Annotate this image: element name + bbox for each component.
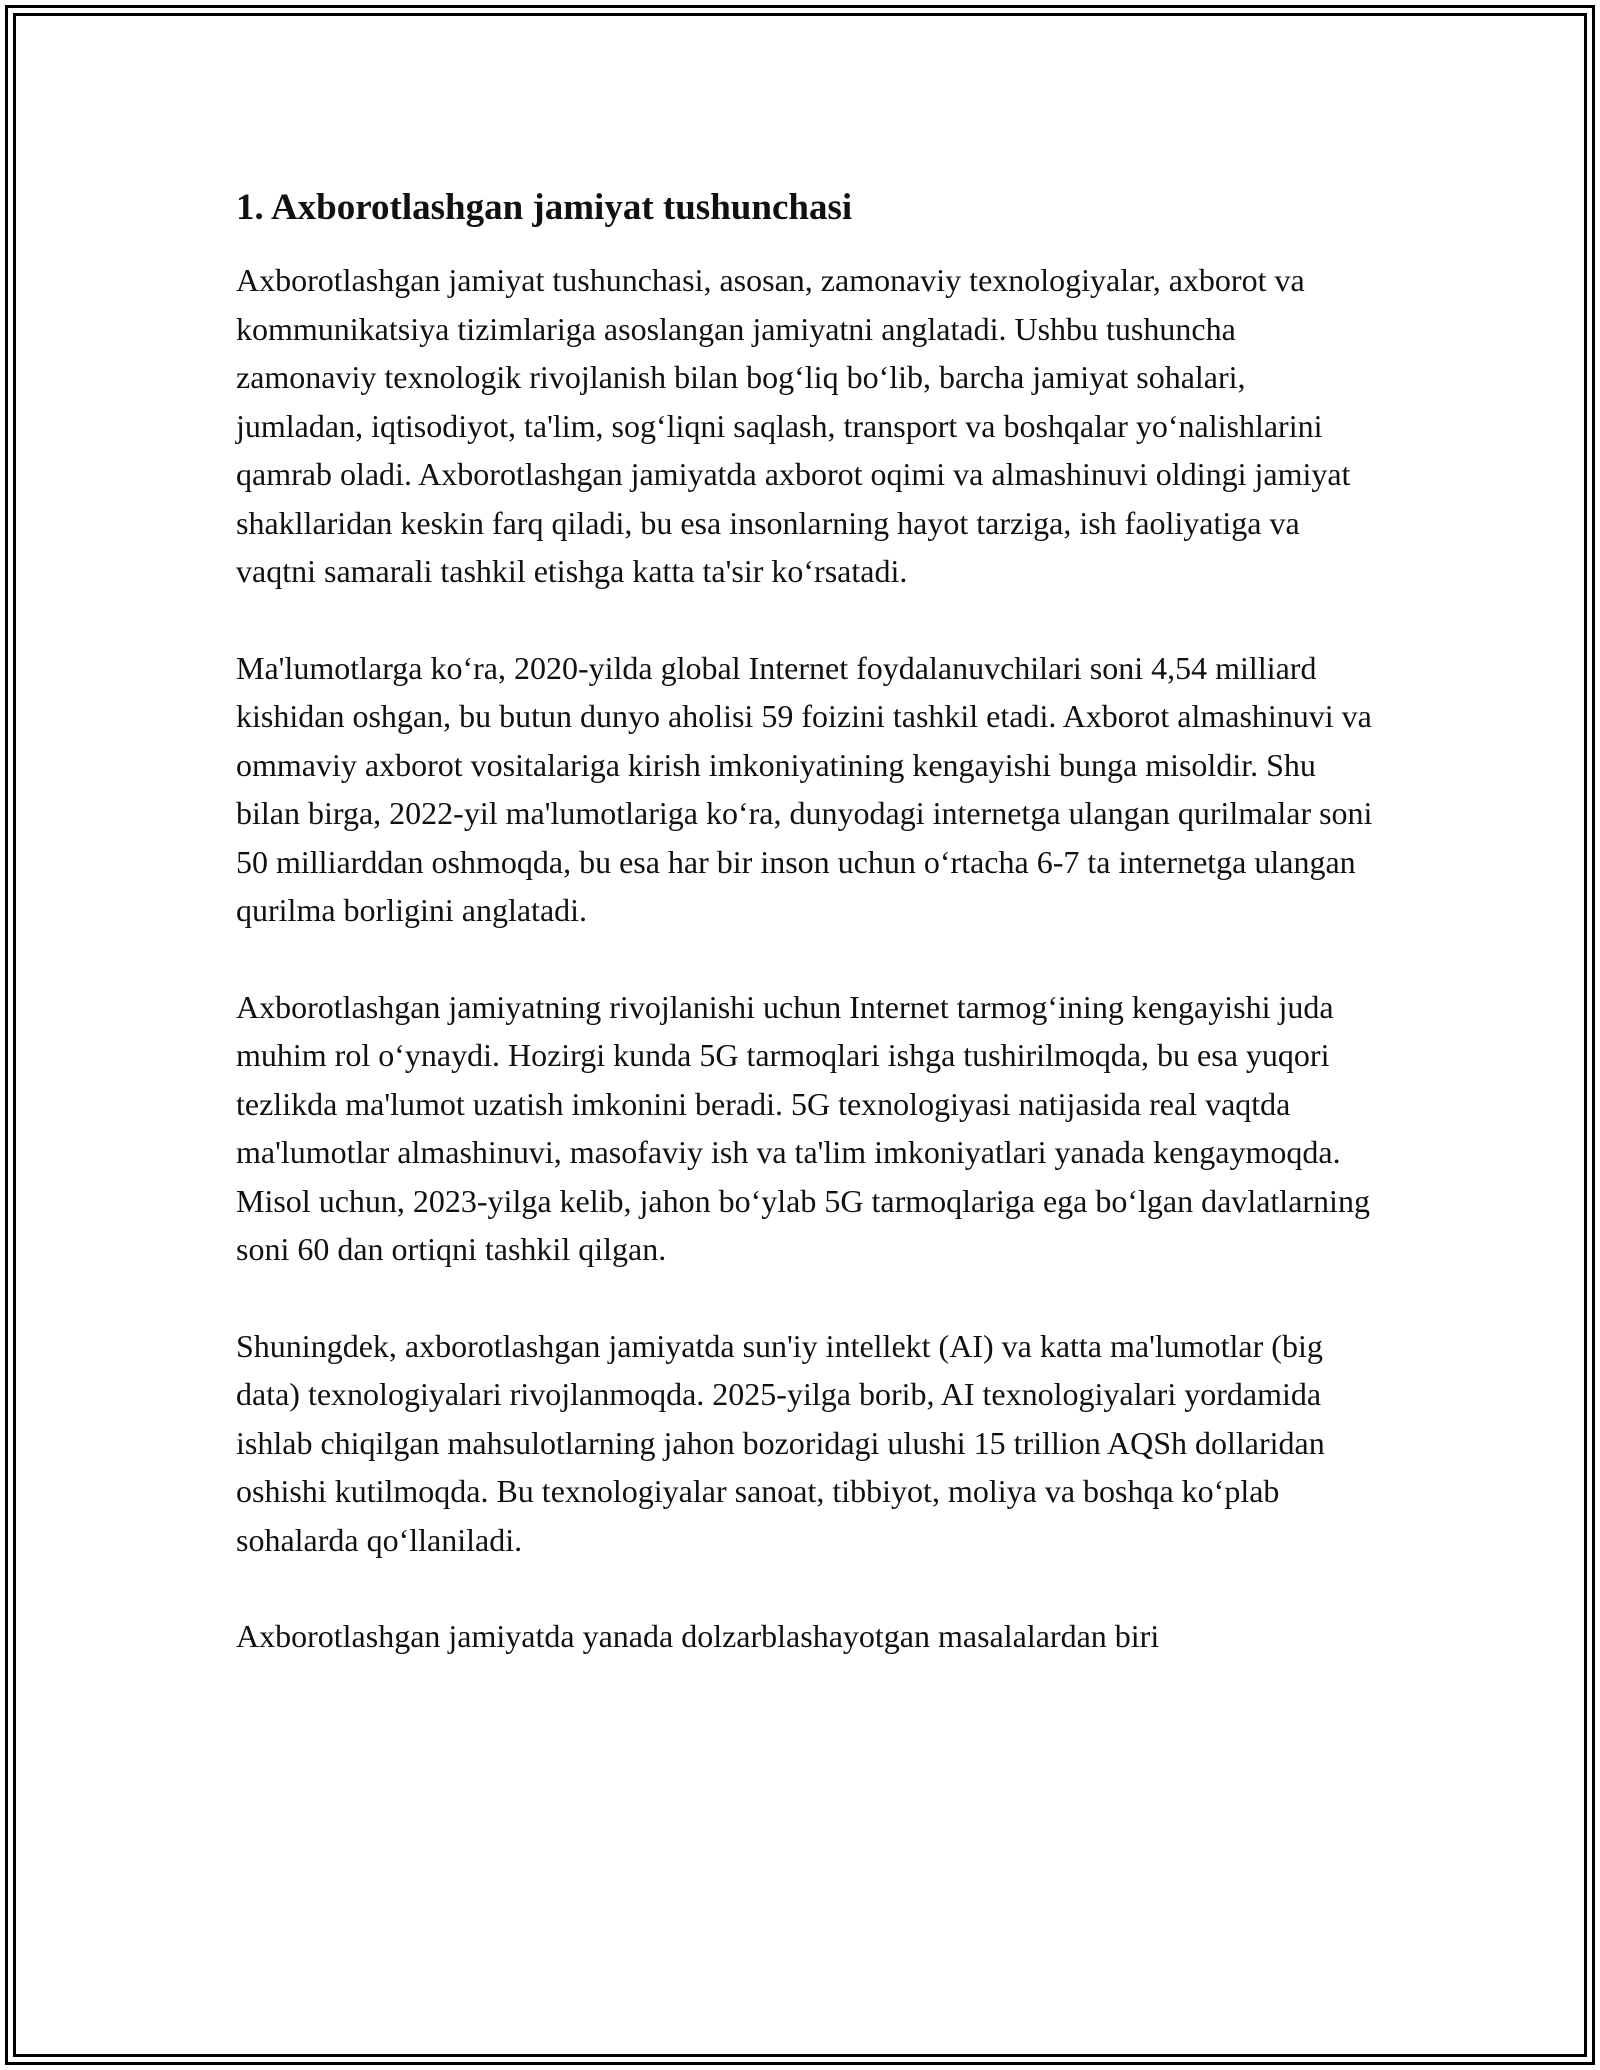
document-body	[236, 186, 1376, 1709]
paragraph-2: Ma'lumotlarga ko‘ra, 2020-yilda global Internet foydalanuvchilari soni 4,54 milliard kishidan oshgan, bu butun dunyo aholisi 59 foizini tashkil etadi. Axborot almashinuvi va ommaviy axborot vositalariga kirish imkoniyatining kengayishi bunga misoldir. Shu bilan birga, 2022-yil ma'lumotlariga ko‘ra, dunyodagi internetga ulangan qurilmalar soni 50 milliarddan oshmoqda, bu esa har bir inson uchun o‘rtacha 6-7 ta internetga ulangan qurilma borligini anglatadi.	[236, 649, 1373, 929]
paragraph-5: Axborotlashgan jamiyatda yanada dolzarblashayotgan masalalardan biri	[236, 1618, 1160, 1655]
paragraph-4: Shuningdek, axborotlashgan jamiyatda sun'iy intellekt (AI) va katta ma'lumotlar (big data) texnologiyalari rivojlanmoqda. 2025-yilga borib, AI texnologiyalari yordamida ishlab chiqilgan mahsulotlarning jahon bozoridagi ulushi 15 trillion AQSh dollaridan oshishi kutilmoqda. Bu texnologiyalar sanoat, tibbiyot, moliya va boshqa ko‘plab sohalarda qo‘llaniladi.	[236, 1327, 1325, 1558]
paragraph-1: Axborotlashgan jamiyat tushunchasi, asosan, zamonaviy texnologiyalar, axborot va kommunikatsiya tizimlariga asoslangan jamiyatni anglatadi. Ushbu tushuncha zamonaviy texnologik rivojlanish bilan bog‘liq bo‘lib, barcha jamiyat sohalari, jumladan, iqtisodiyot, ta'lim, sog‘liqni saqlash, transport va boshqalar yo‘nalishlarini qamrab oladi. Axborotlashgan jamiyatda axborot oqimi va almashinuvi oldingi jamiyat shakllaridan keskin farq qiladi, bu esa insonlarning hayot tarziga, ish faoliyatiga va vaqtni samarali tashkil etishga katta ta'sir ko‘rsatadi.	[236, 262, 1351, 590]
paragraph-3: Axborotlashgan jamiyatning rivojlanishi uchun Internet tarmog‘ining kengayishi juda muhim rol o‘ynaydi. Hozirgi kunda 5G tarmoqlari ishga tushirilmoqda, bu esa yuqori tezlikda ma'lumot uzatish imkonini beradi. 5G texnologiyasi natijasida real vaqtda ma'lumotlar almashinuvi, masofaviy ish va ta'lim imkoniyatlari yanada kengaymoqda. Misol uchun, 2023-yilga kelib, jahon bo‘ylab 5G tarmoqlariga ega bo‘lgan davlatlarning soni 60 dan ortiqni tashkil qilgan.	[236, 988, 1370, 1268]
section-title: 1. Axborotlashgan jamiyat tushunchasi	[236, 187, 853, 228]
